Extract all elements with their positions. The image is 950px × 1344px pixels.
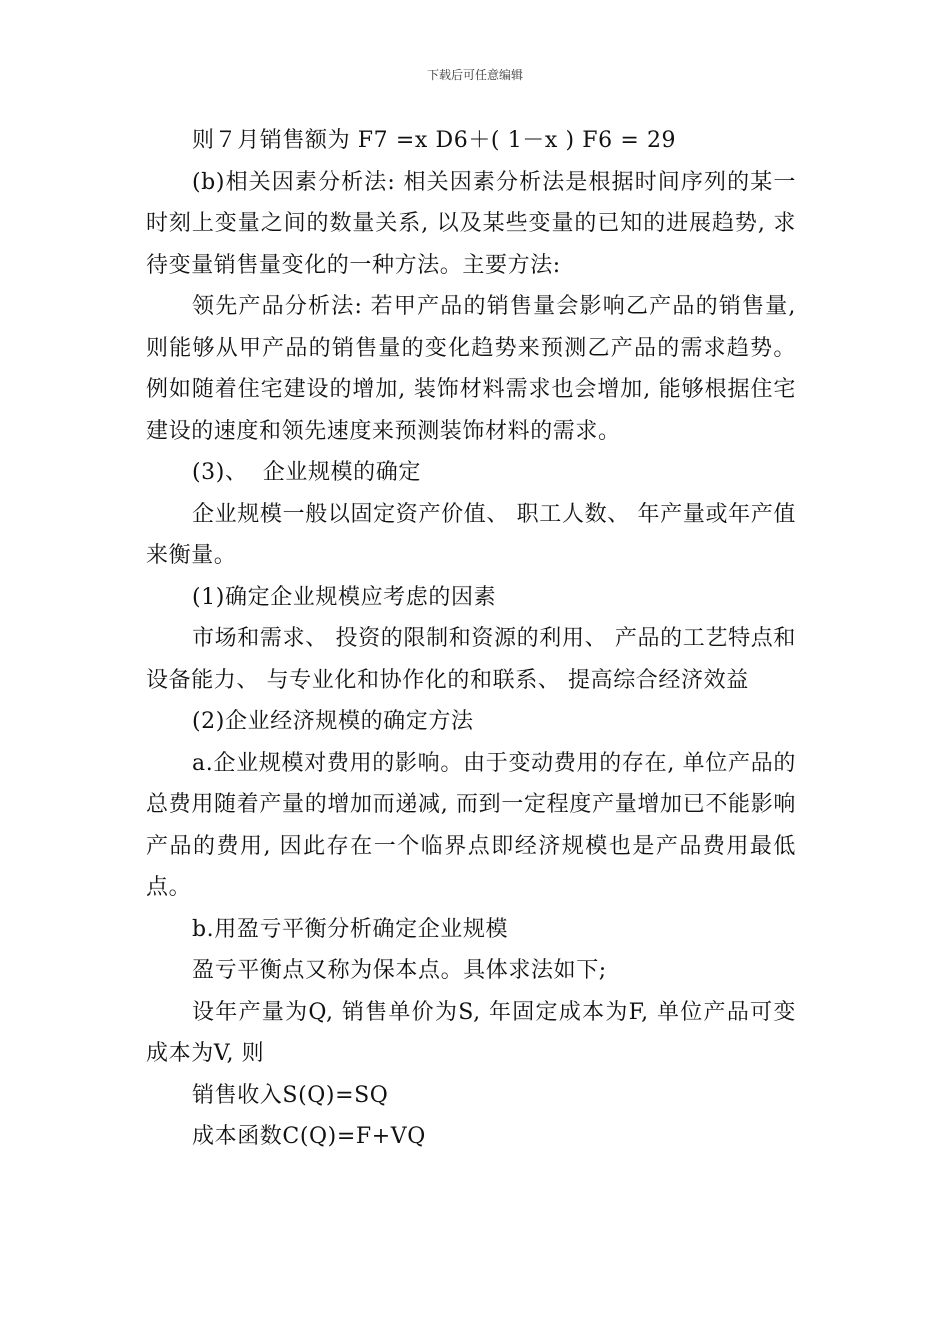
document-body (146, 120, 804, 1158)
section-heading-enterprise-scale: (3)、 企业规模的确定 (192, 460, 421, 485)
paragraph-correlation-analysis: (b)相关因素分析法: 相关因素分析法是根据时间序列的某一时刻上变量之间的数量关系, 以及某些变量的已知的进展趋势, 求待变量销售量变化的一种方法。主要方法: (146, 169, 796, 278)
paragraph-break-even-definition: 盈亏平衡点又称为保本点。具体求法如下; (192, 958, 607, 983)
subheading-economic-scale-methods: (2)企业经济规模的确定方法 (192, 709, 474, 734)
paragraph-leading-product-analysis: 领先产品分析法: 若甲产品的销售量会影响乙产品的销售量, 则能够从甲产品的销售量的变化趋势来预测乙产品的需求趋势。例如随着住宅建设的增加, 装饰材料需求也会增加, 能够根据住宅建设的速度和领先速度来预测装饰材料的需求。 (146, 294, 804, 444)
formula-cost-function: 成本函数C(Q)=F+VQ (192, 1124, 426, 1149)
formula-sales-revenue: 销售收入S(Q)=SQ (192, 1082, 389, 1108)
subheading-break-even-analysis: b.用盈亏平衡分析确定企业规模 (192, 916, 509, 942)
paragraph-scale-factors-list: 市场和需求、 投资的限制和资源的利用、 产品的工艺特点和设备能力、 与专业化和协作化的和联系、 提高综合经济效益 (146, 626, 796, 693)
paragraph-scale-cost-influence: a.企业规模对费用的影响。由于变动费用的存在, 单位产品的总费用随着产量的增加而递减, 而到一定程度产量增加已不能影响产品的费用, 因此存在一个临界点即经济规模也是产品费用最低点。 (146, 750, 796, 900)
paragraph-july-sales-formula: 则７月销售额为 F7 =x D6＋( 1－x ) F6 = 29 (192, 128, 677, 153)
paragraph-variable-definitions: 设年产量为Q, 销售单价为S, 年固定成本为F, 单位产品可变成本为V, 则 (146, 999, 796, 1066)
paragraph-scale-measurement: 企业规模一般以固定资产价值、 职工人数、 年产量或年产值来衡量。 (146, 501, 796, 568)
subheading-scale-factors: (1)确定企业规模应考虑的因素 (192, 584, 497, 610)
page-header-note: 下载后可任意编辑 (426, 68, 523, 82)
